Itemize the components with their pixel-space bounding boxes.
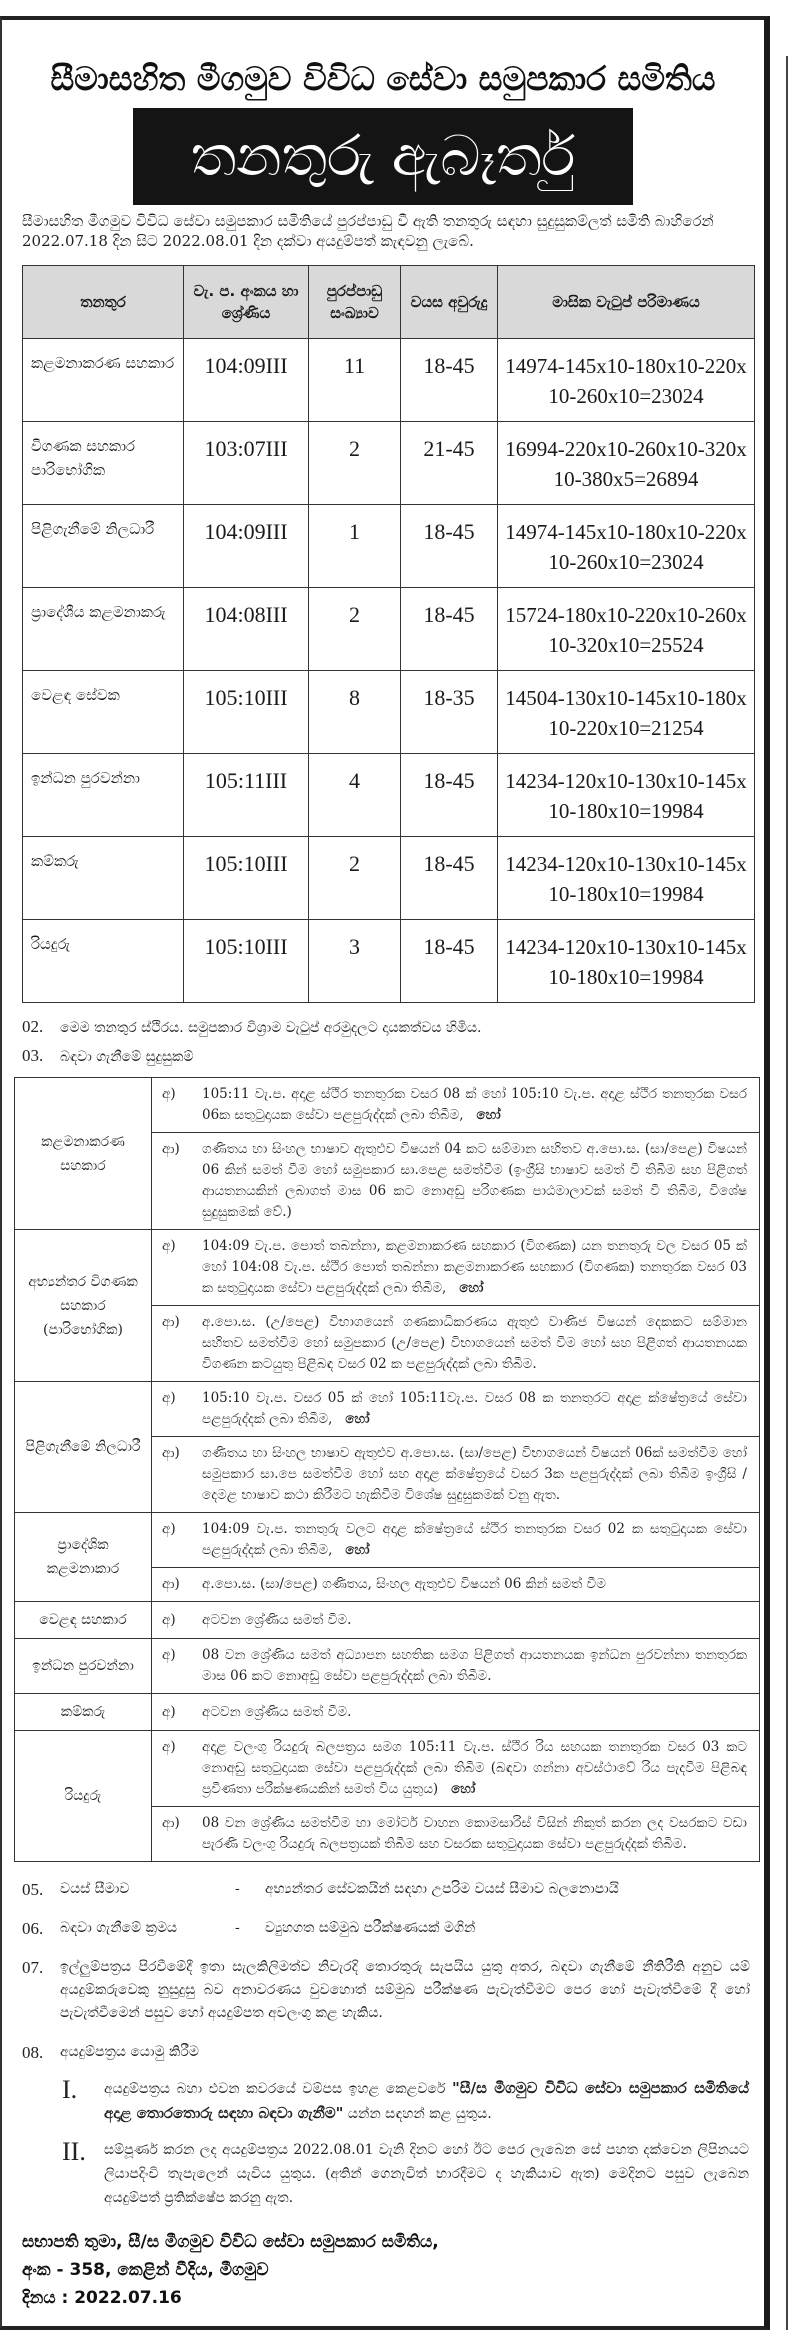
vacancy-row: [23, 837, 755, 920]
section-label: වයස් සීමාව: [60, 1881, 130, 1897]
cell-code: 105:11III: [184, 754, 309, 837]
section-dash: -: [235, 1881, 240, 1897]
qualification-row: [15, 1078, 760, 1133]
section-05: [22, 1878, 757, 1901]
qualification-post: රියදුරු: [15, 1731, 152, 1862]
vacancy-row: [23, 754, 755, 837]
qualification-post: ප්‍රාදේශික කළමනාකාර: [15, 1513, 152, 1602]
section-number: 07.: [22, 1958, 44, 1977]
cell-age: 18-45: [401, 920, 498, 1003]
qualification-item: [152, 1382, 760, 1437]
cell-code: 105:10III: [184, 837, 309, 920]
note-text: මෙම තනතුර ස්ථිරය. සමුපකාර විශ්‍රාම වැටුප් අරමුදලට දායකත්වය හිමිය.: [60, 1020, 482, 1036]
column-header-count: පුරප්පාඩු සංඛ්‍යාව: [309, 266, 401, 339]
item-label: ආ): [162, 1815, 180, 1831]
footer-address: අංක - 358, කෙළින් වීදිය, මීගමුව: [22, 2260, 269, 2280]
vacancies-banner: [133, 108, 633, 205]
qualification-row: [15, 1230, 760, 1306]
cell-count: 2: [309, 837, 401, 920]
qualification-post: අභ්‍යන්තර විගණක සහකාර (පාරිභෝගික): [15, 1230, 152, 1382]
page-edge-rule: [786, 56, 788, 2330]
item-label: අ): [162, 1611, 176, 1628]
qualification-item: [152, 1078, 760, 1133]
item-label: අ): [162, 1238, 176, 1254]
qualification-item: [152, 1568, 760, 1602]
cell-post: විගණක සහකාර පාරිභෝගික: [23, 422, 184, 505]
cell-age: 18-35: [401, 671, 498, 754]
item-text: සම්පූර්ණ කරන ලද අයදුම්පත්‍රය 2022.08.01 වැනි දිනට හෝ ඊට පෙර ලැබෙන සේ පහත දක්වෙන ලිපිනයට ලියාපදිංචි තැපැලෙන් යැවිය යුතුය. (අතින් ගෙනැවිත් භාරදීමට ද හැකියාව ඇත) මෙදිනට පසුව ලැබෙන අයදුම්පත් ප්‍රතික්ෂේප කරනු ඇත.: [104, 2142, 749, 2206]
item-label: ආ): [162, 1141, 180, 1157]
qualification-item: [152, 1306, 760, 1382]
cell-code: 105:10III: [184, 920, 309, 1003]
cell-age: 18-45: [401, 837, 498, 920]
qualification-item: [152, 1731, 760, 1807]
cell-post: කම්කරු: [23, 837, 184, 920]
vacancy-row: [23, 920, 755, 1003]
cell-age: 21-45: [401, 422, 498, 505]
vacancy-row: [23, 339, 755, 422]
section-dash: -: [235, 1920, 240, 1936]
qualification-post: කම්කරු: [15, 1694, 152, 1731]
cell-count: 3: [309, 920, 401, 1003]
cell-salary: 16994-220x10-260x10-320x10-380x5=26894: [498, 422, 755, 505]
cell-count: 11: [309, 339, 401, 422]
cell-salary: 15724-180x10-220x10-260x10-320x10=25524: [498, 588, 755, 671]
qualification-row: [15, 1513, 760, 1568]
or-connector: හෝ: [345, 1542, 370, 1558]
qualification-row: [15, 1694, 760, 1731]
item-text: 08 වන ශ්‍රේණිය සමත්වීම හා මෝටර් වාහන කොමසාරිස් විසින් නිකුත් කරන ලද වසරකට වඩා පැරණි වලංගු රියදුරු බලපත්‍රයක් තිබීම සහ වසරක සතුටුදායක සේවා පළපුරුද්දක් තිබීම.: [202, 1815, 747, 1852]
vacancy-row: [23, 505, 755, 588]
qualification-row: [15, 1382, 760, 1437]
cell-post: ඉන්ධන පුරවන්නා: [23, 754, 184, 837]
cell-salary: 14234-120x10-130x10-145x10-180x10=19984: [498, 837, 755, 920]
section-number: 05.: [22, 1880, 44, 1899]
cell-post: කළමනාකරණ සහකාර: [23, 339, 184, 422]
item-text: අටවන ශ්‍රේණිය සමත් වීම.: [202, 1703, 352, 1720]
item-label: අ): [162, 1703, 176, 1720]
cell-post: ප්‍රාදේශීය කළමනාකරු: [23, 588, 184, 671]
section-number: 08.: [22, 2043, 44, 2062]
cell-salary: 14234-120x10-130x10-145x10-180x10=19984: [498, 754, 755, 837]
item-label: අ): [162, 1521, 176, 1537]
roman-numeral: II.: [62, 2137, 86, 2166]
cell-age: 18-45: [401, 754, 498, 837]
item-text: අටවන ශ්‍රේණිය සමත් වීම.: [202, 1611, 352, 1628]
roman-numeral: I.: [62, 2075, 78, 2104]
cell-count: 2: [309, 588, 401, 671]
submission-item-1: [62, 2076, 757, 2126]
or-connector: හෝ: [451, 1781, 476, 1797]
cell-count: 1: [309, 505, 401, 588]
qualification-item: [152, 1602, 760, 1639]
column-header-code: වැ. ප. අංකය හා ශ්‍රේණිය: [184, 266, 309, 339]
qualification-item: [152, 1807, 760, 1862]
section-value: ව්‍යුහගත සම්මුඛ පරීක්ෂණයක් මගින්: [265, 1920, 476, 1936]
advertisement-frame: [0, 16, 770, 2330]
item-label: ආ): [162, 1445, 180, 1461]
item-label: අ): [162, 1390, 176, 1406]
item-text: 105:11 වැ.ප. අදාළ ස්ථිර තනතුරක වසර 08 ක් හෝ 105:10 වැ.ප. අදාළ ස්ථිර තනතුරක වසර 06ක සතුටුදායක සේවා පළපුරුද්දක් ලබා තිබීම,: [202, 1086, 747, 1123]
item-text: 104:09 වැ.ප. පොත් තබන්නා, කළමනාකරණ සහකාර (විගණක) යන තනතුරු වල වසර 05 ක් හෝ 104:08 වැ.ප. ස්ථිර පොත් තබන්නා කළමනාකරණ සහකාර (විගණක) තනතුරක වසර 03 ක සතුටුදායක සේවා පළපුරුද්දක් ලබා තිබීම,: [202, 1238, 747, 1296]
column-header-salary: මාසික වැටුප් පරිමාණය: [498, 266, 755, 339]
section-number: 06.: [22, 1919, 44, 1938]
qualification-item: [152, 1513, 760, 1568]
item-label: අ): [162, 1739, 176, 1755]
cell-code: 104:09III: [184, 339, 309, 422]
cell-age: 18-45: [401, 339, 498, 422]
or-connector: හෝ: [476, 1107, 501, 1123]
item-text: අදාළ වලංගු රියදුරු බලපත්‍රය සමග 105:11 වැ.ප. ස්ථිර රිය සහයක තනතුරක වසර 03 කට නොඅඩු සතුටුදායක සේවා පළපුරුද්දක් ලබා තිබීම (බඳවා ගන්නා අවස්ථාවේ රිය පැදවීම පිළිබඳ ප්‍රවීණතා පරීක්ෂණයකින් සමත් විය යුතුය): [202, 1739, 747, 1797]
cell-count: 2: [309, 422, 401, 505]
qualifications-table: [14, 1077, 760, 1862]
qualification-item: [152, 1694, 760, 1731]
vacancy-table: [22, 265, 755, 1003]
qualification-post: කළමනාකරණ සහකාර: [15, 1078, 152, 1230]
footer-date: දිනය : 2022.07.16: [22, 2288, 182, 2308]
cell-salary: 14504-130x10-145x10-180x10-220x10=21254: [498, 671, 755, 754]
table-header-row: [23, 266, 755, 339]
contact-footer: [22, 2228, 752, 2312]
qualification-item: [152, 1133, 760, 1230]
qualification-row: [15, 1639, 760, 1694]
cell-code: 104:09III: [184, 505, 309, 588]
item-label: ආ): [162, 1314, 180, 1330]
cell-count: 4: [309, 754, 401, 837]
submission-item-2: [62, 2138, 757, 2210]
vacancy-row: [23, 671, 755, 754]
cell-post: වෙළඳ සේවක: [23, 671, 184, 754]
section-value: අභ්‍යන්තර සේවකයින් සඳහා උපරිම වයස් සීමාව බලනොපායි: [265, 1881, 619, 1897]
qualification-item: [152, 1230, 760, 1306]
vacancy-row: [23, 588, 755, 671]
section-label: බඳවා ගැනීමේ ක්‍රමය: [60, 1920, 178, 1936]
item-text: ගණිතය හා සිංහල භාෂාව ඇතුළුව විෂයන් 04 කට සම්මාන සහිතව අ.පො.ස. (සා/පෙළ) විෂයන් 06 කින් සමත් වීම හෝ සමුපකාර සා.පෙළ සමත්වීම (ඉංග්‍රීසි භාෂාව සමත් වී තිබීම සහ පිළිගත් ආයතනයකින් ලබාගත් මාස 06 කට නොඅඩු පරිගණක පාඨමාලාවක් සමත් වී තිබීම, විශේෂ සුදුසුකමක් වේ.): [202, 1141, 747, 1220]
qualification-row: [15, 1731, 760, 1807]
cell-salary: 14974-145x10-180x10-220x10-260x10=23024: [498, 505, 755, 588]
column-header-post: තනතුර: [23, 266, 184, 339]
qualification-row: [15, 1602, 760, 1639]
item-text: අයදුම්පත්‍රය බහා එවන කවරයේ වම්පස ඉහළ කෙළවරේ: [104, 2081, 453, 2097]
item-text: අ.පො.ස. (උ/පෙළ) විභාගයෙන් ගණකාධිකරණය ඇතුළු වාණිජ විෂයන් දෙකකට සම්මාන සහිතව සමත්වීම හෝ සමුපකාර (උ/පෙළ) විභාගයෙන් සමත් වීම හෝ සහ පිළිගත් ආයතනයක විගණන කටයුතු පිළිබඳ වසර 02 ක පළපුරුද්දක් ලබා තිබීම.: [202, 1314, 747, 1372]
qualification-post: වෙළඳ සහකාර: [15, 1602, 152, 1639]
or-connector: හෝ: [459, 1280, 484, 1296]
item-text: 105:10 වැ.ප. වසර 05 ක් හෝ 105:11වැ.ප. වසර 08 ක තනතුරට අදාළ ක්ෂේත්‍රයේ සේවා පළපුරුද්දක් ලබා තිබීම,: [202, 1390, 747, 1427]
item-label: ආ): [162, 1576, 180, 1592]
qualification-item: [152, 1437, 760, 1513]
cell-salary: 14234-120x10-130x10-145x10-180x10=19984: [498, 920, 755, 1003]
note-text: බඳවා ගැනීමේ සුදුසුකම්: [60, 1049, 194, 1065]
column-header-age: වයස අවුරුදු: [401, 266, 498, 339]
cell-age: 18-45: [401, 588, 498, 671]
qualification-post: පිළිගැනීමේ නිලධාරී: [15, 1382, 152, 1513]
section-07: [22, 1956, 757, 2025]
item-text-end: යන්න සඳහන් කළ යුතුය.: [343, 2106, 492, 2122]
cell-code: 105:10III: [184, 671, 309, 754]
item-text: ගණිතය හා සිංහල භාෂාව ඇතුළුව අ.පො.ස. (සා/පෙළ) විභාගයෙන් විෂයන් 06ක් සමත්වීම හෝ සමුපකාර සා.පෙ සමත්වීම හෝ සහ අදාළ ක්ෂේත්‍රයේ වසර 3ක පළපුරුද්දක් ලබා තිබීම ඉංග්‍රීසි / දෙමළ භාෂාව කථා කිරීමට හැකිවීම විශේෂ සුදුසුකමක් වනු ඇත.: [202, 1445, 747, 1503]
item-text: 104:09 වැ.ප. තනතුරු වලට අදාළ ක්ෂේත්‍රයේ ස්ථිර තනතුරක වසර 02 ක සතුටුදායක සේවා පළපුරුද්දක් ලබා තිබීම,: [202, 1521, 747, 1558]
item-text: 08 වන ශ්‍රේණිය සමත් අධ්‍යාපන සහතික සමග පිළිගත් ආයතනයක ඉන්ධන පුරවන්නා තනතුරක මාස 06 කට නොඅඩු සේවා පළපුරුද්දක් ලබා තිබීම.: [202, 1647, 747, 1684]
note-number: 02.: [22, 1017, 44, 1036]
footer-addressee: සභාපති තුමා, සී/ස මීගමුව විවිධ සේවා සමුපකාර සමිතිය,: [22, 2232, 439, 2252]
item-label: අ): [162, 1086, 176, 1102]
item-label: අ): [162, 1647, 176, 1663]
qualification-post: ඉන්ධන පුරවන්නා: [15, 1639, 152, 1694]
qualification-item: [152, 1639, 760, 1694]
section-title: අයදුම්පත්‍රය යොමු කිරීම: [60, 2044, 199, 2060]
cell-code: 103:07III: [184, 422, 309, 505]
cell-post: රියදුරු: [23, 920, 184, 1003]
note-03: [22, 1046, 752, 1067]
cell-salary: 14974-145x10-180x10-220x10-260x10=23024: [498, 339, 755, 422]
section-06: [22, 1917, 757, 1940]
or-connector: හෝ: [345, 1411, 370, 1427]
envelope-label: "සී/ස මීගමුව විවිධ සේවා සමුපකාර සමිතියේ අදාළ තොරතොරු සඳහා බඳවා ගැනීම": [104, 2079, 749, 2122]
vacancy-row: [23, 422, 755, 505]
item-text: අ.පො.ස. (සා/පෙළ) ගණිතය, සිංහල ඇතුළුව විෂයන් 06 කින් සමත් වීම: [202, 1576, 606, 1592]
cell-code: 104:08III: [184, 588, 309, 671]
cell-count: 8: [309, 671, 401, 754]
section-08: [22, 2041, 757, 2064]
cell-post: පිළිගැනීමේ නිලධාරී: [23, 505, 184, 588]
cell-age: 18-45: [401, 505, 498, 588]
banner-title: තනතුරු ඇබෑර්තු: [190, 123, 576, 189]
section-paragraph: ඉල්ලුම්පත්‍රය පිරවීමේදී ඉතා සැලකිලිමත්ව නිවැරදි තොරතුරු සැපයිය යුතු අතර, බඳවා ගැනීමේ නීතිරීති අනුව යම් අයදුම්කරුවෙකු නුසුදුසු බව අනාවරණය වුවහොත් සම්මුඛ පරීක්ෂණ පැවැත්වීමට පෙර හෝ පැවැත්වීමේ දී හෝ පැවැත්වීමෙන් පසුව හෝ අයදුම්පත අවලංගු කළ හැකිය.: [60, 1959, 750, 2021]
organization-name: සීමාසහිත මීගමුව විවිධ සේවා සමුපකාර සමිතිය: [50, 59, 716, 98]
intro-paragraph: සීමාසහිත මීගමුව විවිධ සේවා සමුපකාර සමිතියේ පුරප්පාඩු වී ඇති තනතුරු සඳහා සුදුසුකම්ලත් සමිති බාහිරෙන් 2022.07.18 දින සිට 2022.08.01 දින දක්වා අයදුම්පත් කැඳවනු ලැබේ.: [22, 212, 714, 250]
note-number: 03.: [22, 1046, 44, 1065]
note-02: [22, 1017, 752, 1038]
